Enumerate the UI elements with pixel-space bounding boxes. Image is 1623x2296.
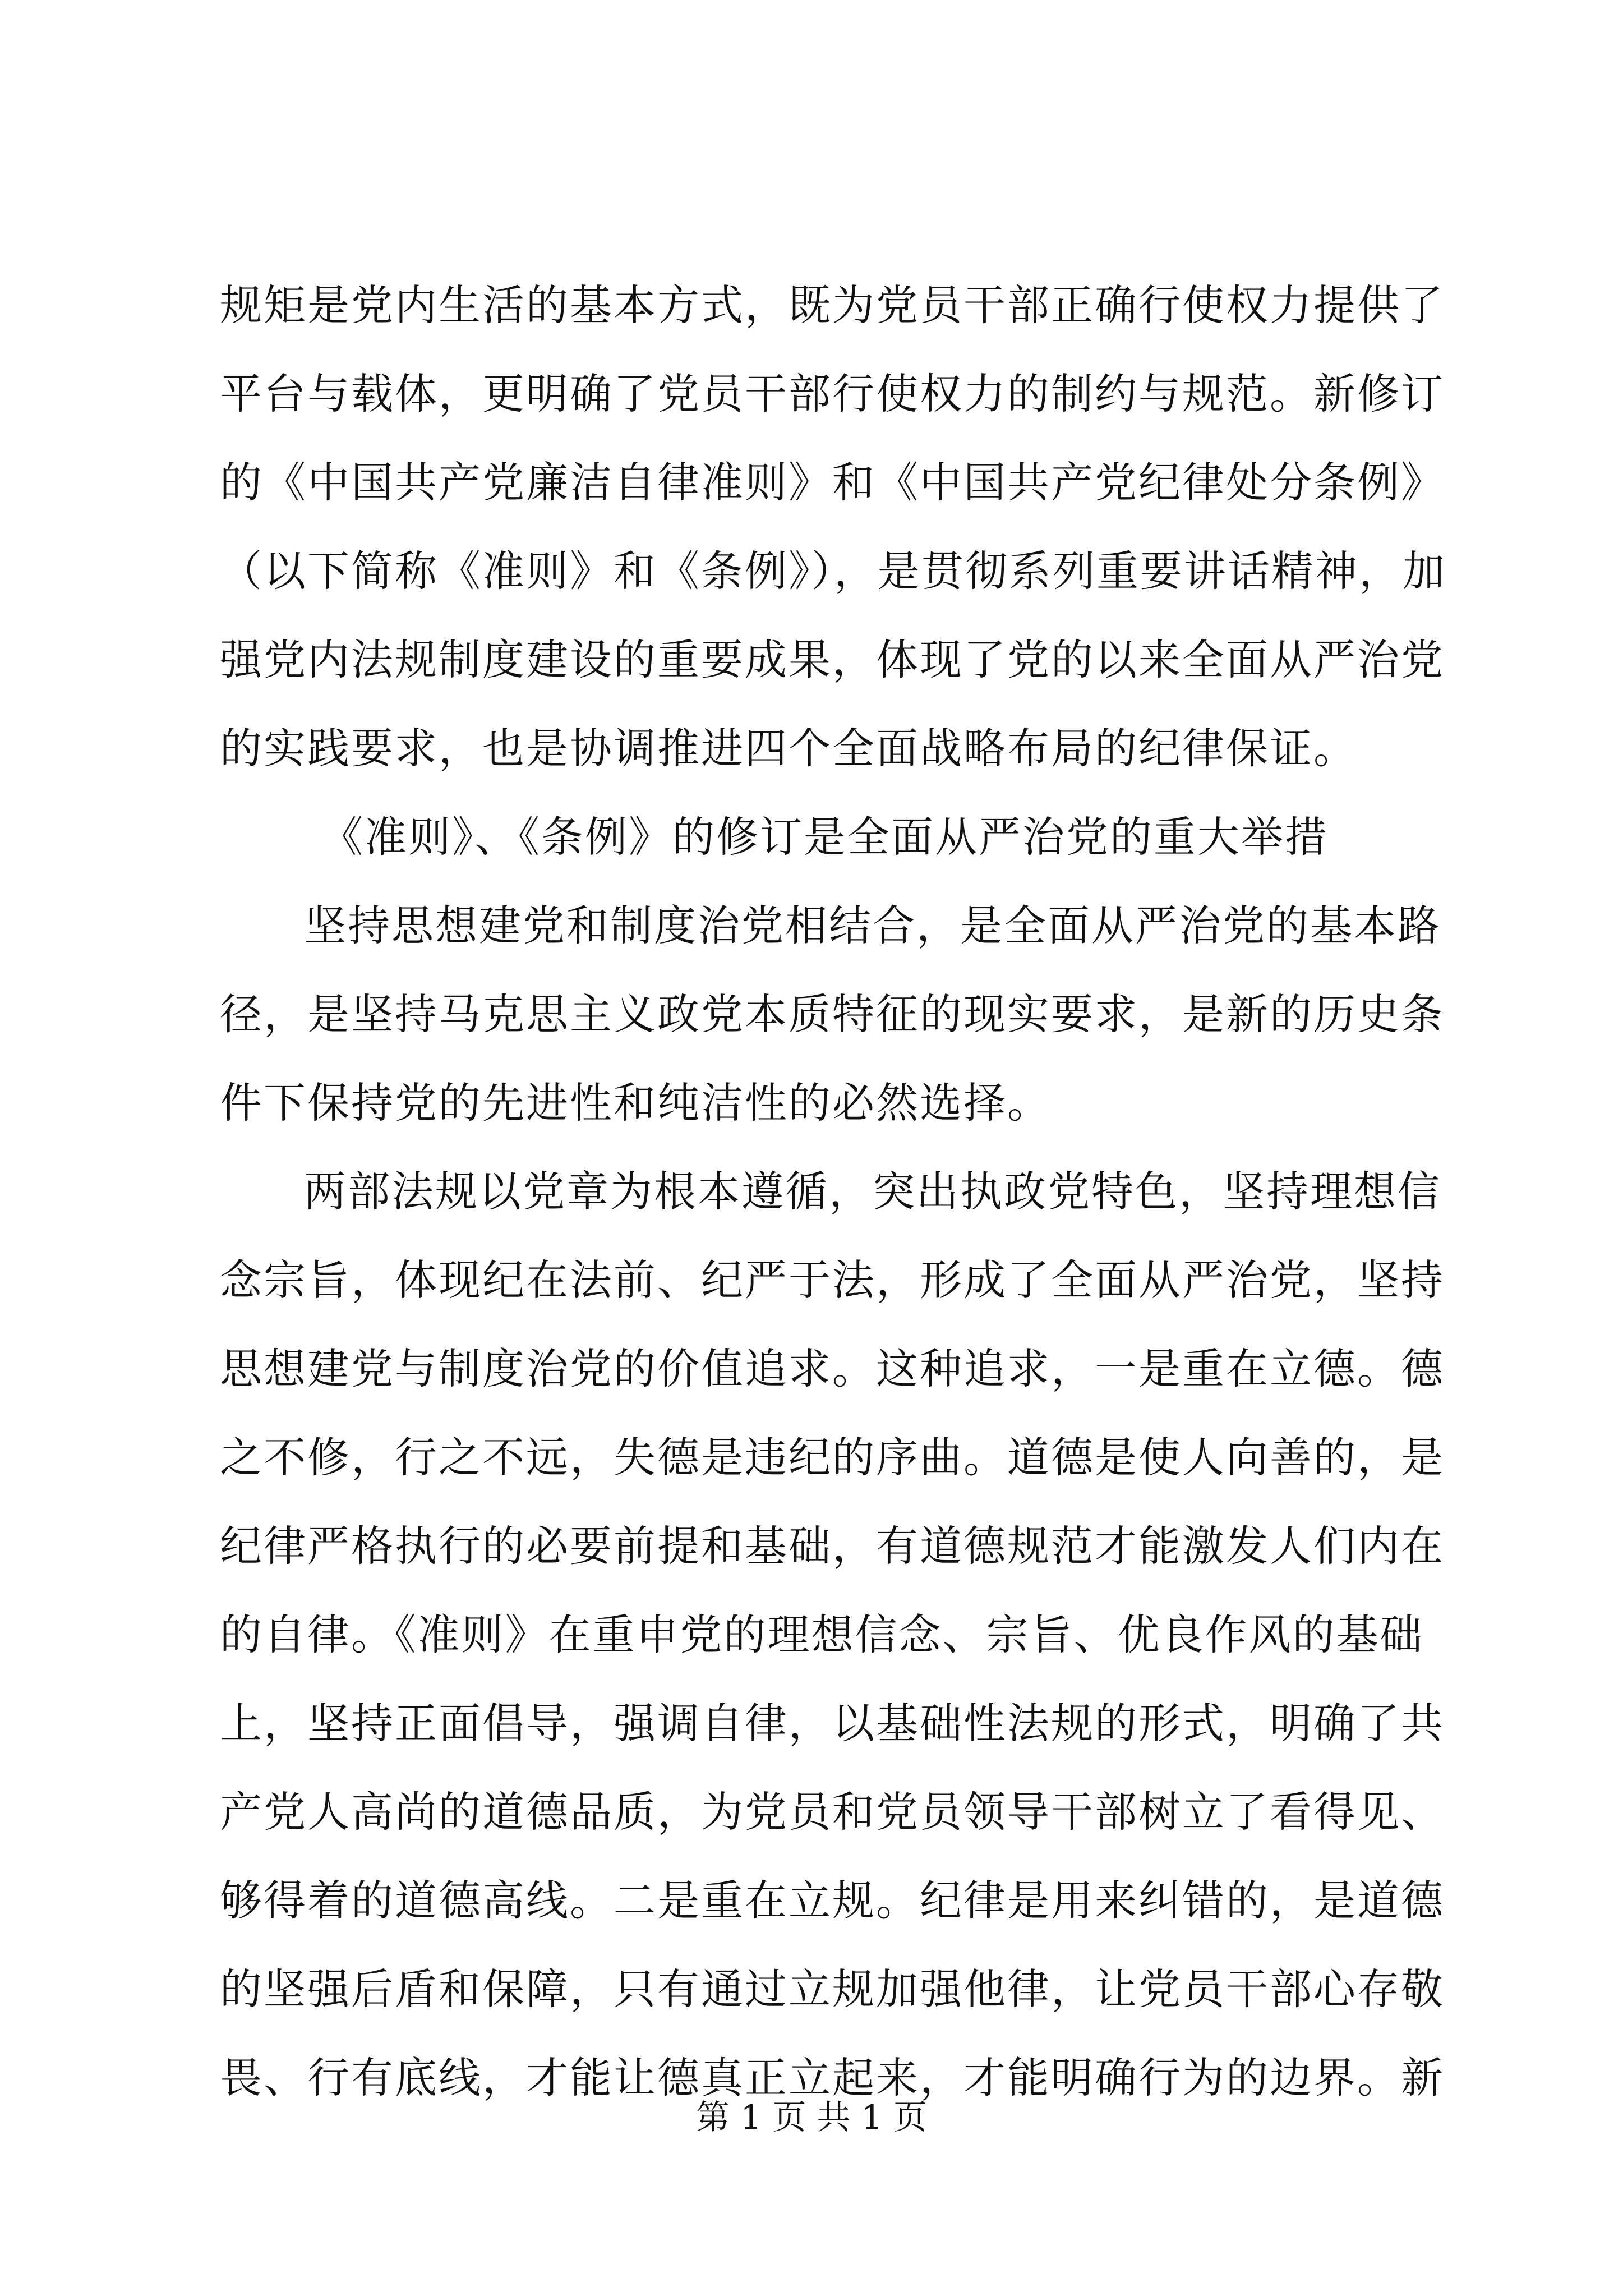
text-line: 的自律。《准则》在重申党的理想信念、宗旨、优良作风的基础 bbox=[220, 1610, 1424, 1659]
text-line: 件下保持党的先进性和纯洁性的必然选择。 bbox=[220, 1078, 1052, 1128]
text-line: 平台与载体，更明确了党员干部行使权力的制约与规范。新修订 bbox=[220, 369, 1445, 418]
text-line: 纪律严格执行的必要前提和基础，有道德规范才能激发人们内在 bbox=[220, 1521, 1445, 1571]
text-line: 强党内法规制度建设的重要成果，体现了党的以来全面从严治党 bbox=[220, 635, 1445, 684]
page-number-label: 第 1 页 共 1 页 bbox=[696, 2098, 927, 2137]
text-line: （以下简称《准则》和《条例》），是贯彻系列重要讲话精神，加 bbox=[220, 546, 1447, 596]
text-line: 念宗旨，体现纪在法前、纪严于法，形成了全面从严治党，坚持 bbox=[220, 1255, 1445, 1305]
text-line: 够得着的道德高线。二是重在立规。纪律是用来纠错的，是道德 bbox=[220, 1876, 1445, 1925]
text-line: 的《中国共产党廉洁自律准则》和《中国共产党纪律处分条例》 bbox=[220, 458, 1445, 507]
text-line: 上，坚持正面倡导，强调自律，以基础性法规的形式，明确了共 bbox=[220, 1699, 1445, 1748]
section-heading: 《准则》、《条例》的修订是全面从严治党的重大举措 bbox=[321, 812, 1329, 862]
text-line: 径，是坚持马克思主义政党本质特征的现实要求，是新的历史条 bbox=[220, 990, 1445, 1039]
text-line: 规矩是党内生活的基本方式，既为党员干部正确行使权力提供了 bbox=[220, 280, 1445, 330]
text-line: 坚持思想建党和制度治党相结合，是全面从严治党的基本路 bbox=[304, 901, 1442, 950]
text-line: 的坚强后盾和保障，只有通过立规加强他律，让党员干部心存敬 bbox=[220, 1964, 1445, 2014]
text-line: 畏、行有底线，才能让德真正立起来，才能明确行为的边界。新 bbox=[220, 2053, 1445, 2102]
text-line: 之不修，行之不远，失德是违纪的序曲。道德是使人向善的，是 bbox=[220, 1433, 1445, 1482]
document-body bbox=[220, 261, 1447, 2122]
page-footer bbox=[0, 2095, 1623, 2140]
text-line: 思想建党与制度治党的价值追求。这种追求，一是重在立德。德 bbox=[220, 1344, 1445, 1393]
text-line: 两部法规以党章为根本遵循，突出执政党特色，坚持理想信 bbox=[304, 1167, 1442, 1216]
text-line: 的实践要求，也是协调推进四个全面战略布局的纪律保证。 bbox=[220, 724, 1358, 773]
text-line: 产党人高尚的道德品质，为党员和党员领导干部树立了看得见、 bbox=[220, 1787, 1445, 1837]
